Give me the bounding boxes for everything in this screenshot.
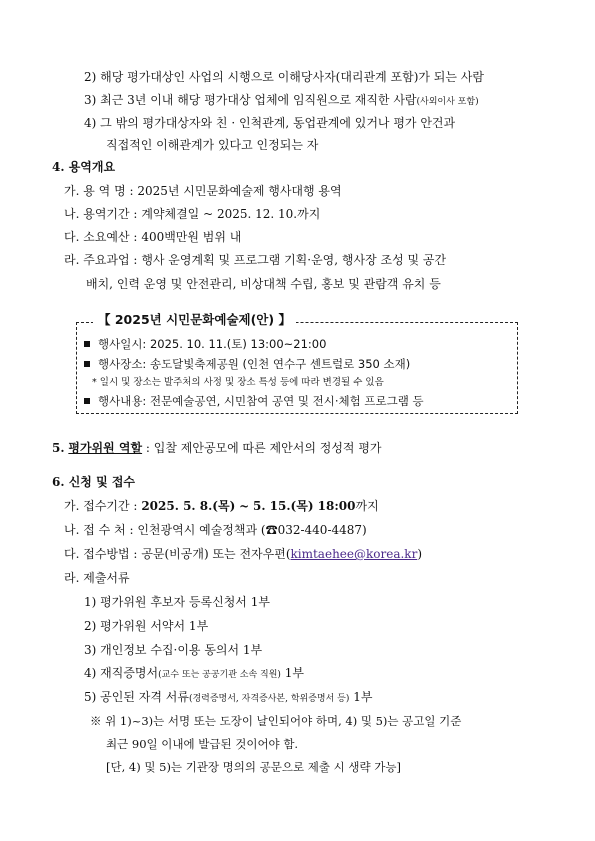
overview-row: 나. 용역기간 : 계약체결일 ~ 2025. 12. 10.까지	[64, 207, 321, 221]
list-item: 3) 최근 3년 이내 해당 평가대상 업체에 임직원으로 재직한 사람(사외이사 포함)	[84, 93, 479, 107]
square-bullet-icon	[84, 398, 90, 404]
event-content-line: 행사내용: 전문예술공연, 시민참여 공연 및 전시·체험 프로그램 등	[84, 393, 424, 409]
document-item: 3) 개인정보 수집·이용 동의서 1부	[84, 643, 263, 657]
section-5: 5. 평가위원 역할 : 입찰 제안공모에 따른 제안서의 정성적 평가	[52, 441, 382, 455]
square-bullet-icon	[84, 341, 90, 347]
overview-row: 라. 주요과업 : 행사 운영계획 및 프로그램 기획·운영, 행사장 조성 및 공간	[64, 253, 447, 267]
event-date-line: 행사일시: 2025. 10. 11.(토) 13:00~21:00	[84, 336, 326, 352]
documents-note: [단, 4) 및 5)는 기관장 명의의 공문으로 제출 시 생략 가능]	[106, 760, 401, 774]
section-title: 평가위원 역할	[68, 441, 143, 455]
document-item: 2) 평가위원 서약서 1부	[84, 619, 209, 633]
square-bullet-icon	[84, 361, 90, 367]
application-place: 나. 접 수 처 : 인천광역시 예술정책과 (☎032-440-4487)	[64, 523, 367, 537]
event-box-title: 【 2025년 시민문화예술제(안) 】	[93, 311, 296, 329]
documents-note: ※ 위 1)~3)는 서명 또는 도장이 날인되어야 하며, 4) 및 5)는 공고일 기준	[90, 714, 462, 728]
list-item: 4) 그 밖의 평가대상자와 친 · 인척관계, 동업관계에 있거나 평가 안건과	[84, 116, 456, 130]
email-link[interactable]: kimtaehee@korea.kr	[290, 547, 418, 561]
application-period: 가. 접수기간 : 2025. 5. 8.(목) ~ 5. 15.(목) 18:00까지	[64, 499, 379, 513]
documents-note: 최근 90일 이내에 발급된 것이어야 함.	[106, 737, 299, 751]
document-item: 4) 재직증명서(교수 또는 공공기관 소속 직원) 1부	[84, 666, 304, 680]
overview-row: 다. 소요예산 : 400백만원 범위 내	[64, 230, 242, 244]
documents-title: 라. 제출서류	[64, 571, 130, 585]
list-item-continuation: 직접적인 이해관계가 있다고 인정되는 자	[106, 138, 319, 152]
application-method: 다. 접수방법 : 공문(비공개) 또는 전자우편(kimtaehee@korea.kr)	[64, 547, 422, 561]
overview-row: 가. 용 역 명 : 2025년 시민문화예술제 행사대행 용역	[64, 184, 342, 198]
section-title: 4. 용역개요	[52, 160, 116, 174]
list-item: 2) 해당 평가대상인 사업의 시행으로 이해당사자(대리관계 포함)가 되는 사람	[84, 70, 484, 84]
section-title: 6. 신청 및 접수	[52, 475, 136, 489]
event-place-line: 행사장소: 송도달빛축제공원 (인천 연수구 센트럴로 350 소재)	[84, 356, 410, 372]
event-note: * 일시 및 장소는 발주처의 사정 및 장소 특성 등에 따라 변경될 수 있음	[92, 377, 384, 388]
overview-row-continuation: 배치, 인력 운영 및 안전관리, 비상대책 수립, 홍보 및 관람객 유치 등	[86, 277, 441, 291]
document-item: 5) 공인된 자격 서류(경력증명서, 자격증사본, 학위증명서 등) 1부	[84, 690, 373, 704]
document-item: 1) 평가위원 후보자 등록신청서 1부	[84, 595, 270, 609]
